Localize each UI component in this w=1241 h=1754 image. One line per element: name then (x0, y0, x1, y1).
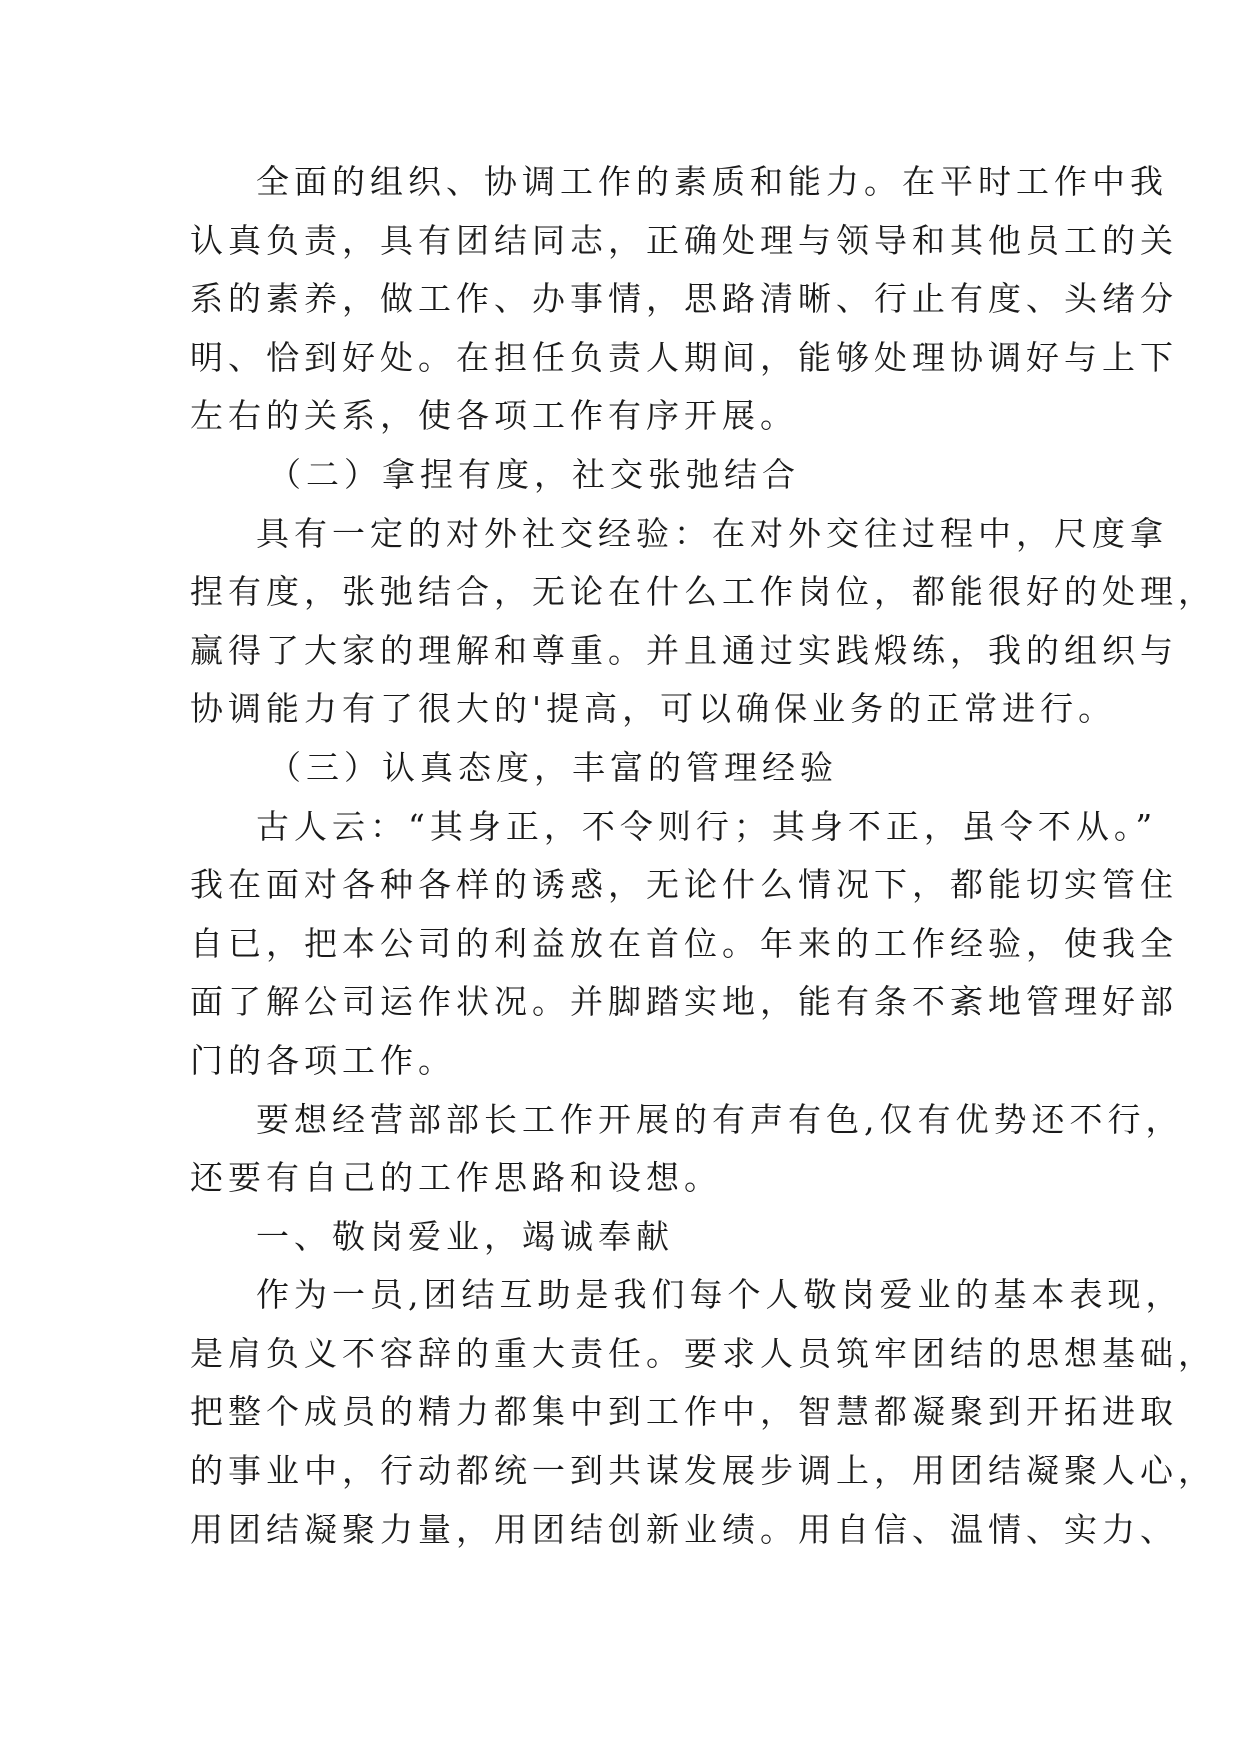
paragraph-line: 的事业中，行动都统一到共谋发展步调上，用团结凝聚人心， (190, 1451, 1216, 1491)
section-heading: （三）认真态度，丰富的管理经验 (268, 747, 838, 787)
paragraph-line: 把整个成员的精力都集中到工作中，智慧都凝聚到开拓进取 (190, 1392, 1178, 1432)
paragraph-line: 赢得了大家的理解和尊重。并且通过实践煅练，我的组织与 (190, 630, 1178, 670)
paragraph-line: 自已，把本公司的利益放在首位。年来的工作经验，使我全 (190, 923, 1178, 963)
paragraph-line: 全面的组织、协调工作的素质和能力。在平时工作中我 (256, 162, 1168, 201)
section-heading: （二）拿捏有度，社交张弛结合 (268, 454, 800, 494)
paragraph-line: 具有一定的对外社交经验：在对外交往过程中，尺度拿 (256, 513, 1168, 553)
paragraph-line: 还要有自己的工作思路和设想。 (190, 1158, 722, 1198)
paragraph-line: 古人云：“其身正，不令则行；其身不正，虽令不从。” (256, 806, 1158, 846)
paragraph-line: 我在面对各种各样的诱惑，无论什么情况下，都能切实管住 (190, 865, 1178, 905)
paragraph-line: 作为一员,团结互助是我们每个人敬岗爱业的基本表现， (256, 1275, 1184, 1315)
document-body (190, 153, 1216, 1559)
paragraph-line: 明、恰到好处。在担任负责人期间，能够处理协调好与上下 (190, 337, 1178, 377)
paragraph-line: 是肩负义不容辞的重大责任。要求人员筑牢团结的思想基础， (190, 1333, 1216, 1373)
paragraph-line: 用团结凝聚力量，用团结创新业绩。用自信、温情、实力、 (190, 1509, 1178, 1549)
paragraph-line: 要想经营部部长工作开展的有声有色,仅有优势还不行， (256, 1099, 1184, 1139)
paragraph-line: 门的各项工作。 (190, 1040, 456, 1080)
paragraph-line: 认真负责，具有团结同志，正确处理与领导和其他员工的关 (190, 220, 1178, 260)
section-heading: 一、敬岗爱业，竭诚奉献 (256, 1216, 674, 1256)
paragraph-line: 面了解公司运作状况。并脚踏实地，能有条不紊地管理好部 (190, 982, 1178, 1022)
paragraph-line: 捏有度，张弛结合，无论在什么工作岗位，都能很好的处理， (190, 572, 1216, 612)
paragraph-line: 系的素养，做工作、办事情，思路清晰、行止有度、头绪分 (190, 279, 1178, 319)
paragraph-line: 左右的关系，使各项工作有序开展。 (190, 396, 798, 436)
paragraph-line: 协调能力有了很大的'提高，可以确保业务的正常进行。 (190, 689, 1117, 729)
